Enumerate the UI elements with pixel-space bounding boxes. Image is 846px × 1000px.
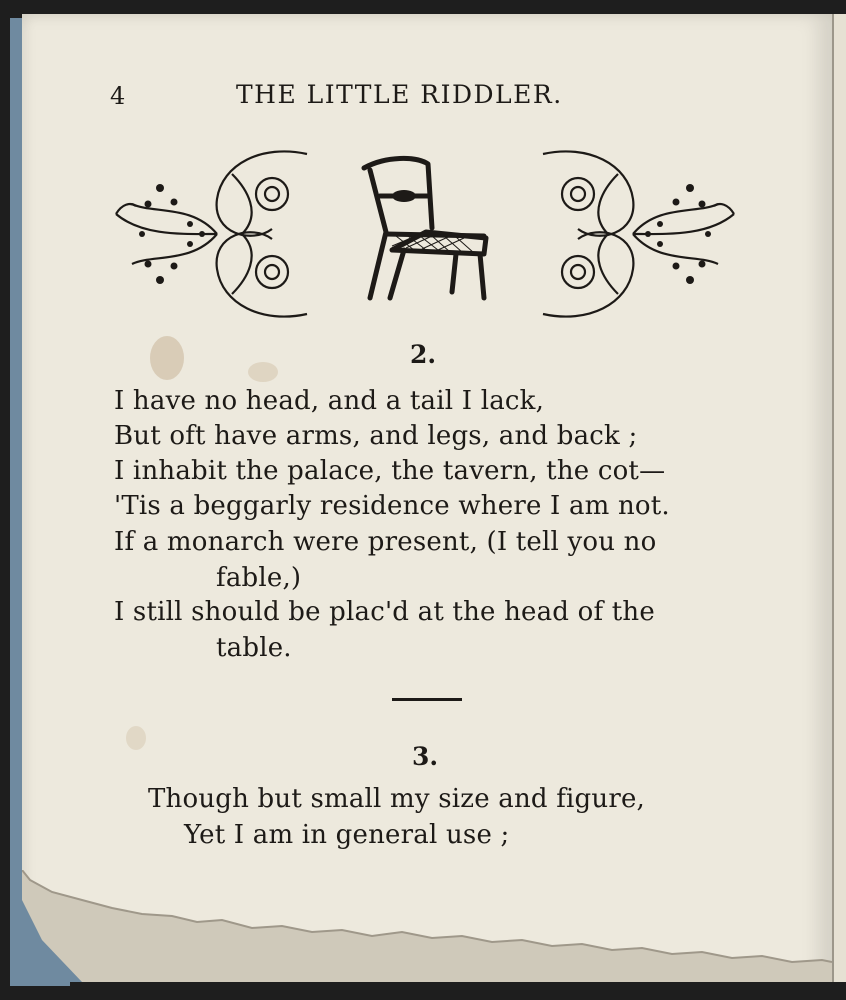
torn-page-edge	[22, 870, 832, 982]
riddle-line: Though but small my size and figure,	[148, 784, 646, 814]
riddle-line: table.	[216, 633, 292, 663]
page-number: 4	[110, 82, 126, 110]
riddle-number: 3.	[412, 742, 439, 771]
riddle-line: But oft have arms, and legs, and back ;	[114, 421, 638, 451]
facing-page-edge	[832, 14, 846, 982]
section-divider	[392, 698, 462, 701]
paper-stain	[248, 362, 278, 382]
paper-stain	[150, 336, 184, 380]
riddle-line: I inhabit the palace, the tavern, the cot—	[114, 456, 666, 486]
chair-icon	[356, 150, 492, 306]
riddle-line: If a monarch were present, (I tell you no	[114, 527, 657, 557]
floral-ornament-icon	[540, 144, 738, 324]
riddle-line: fable,)	[216, 563, 302, 593]
running-title: THE LITTLE RIDDLER.	[236, 80, 563, 109]
paper-stain	[126, 726, 146, 750]
riddle-line: I still should be plac'd at the head of the	[114, 597, 655, 627]
riddle-line: Yet I am in general use ;	[184, 820, 510, 850]
riddle-line: I have no head, and a tail I lack,	[114, 386, 545, 416]
riddle-number: 2.	[410, 340, 437, 369]
riddle-line: 'Tis a beggarly residence where I am not.	[114, 491, 670, 521]
floral-ornament-icon	[112, 144, 310, 324]
